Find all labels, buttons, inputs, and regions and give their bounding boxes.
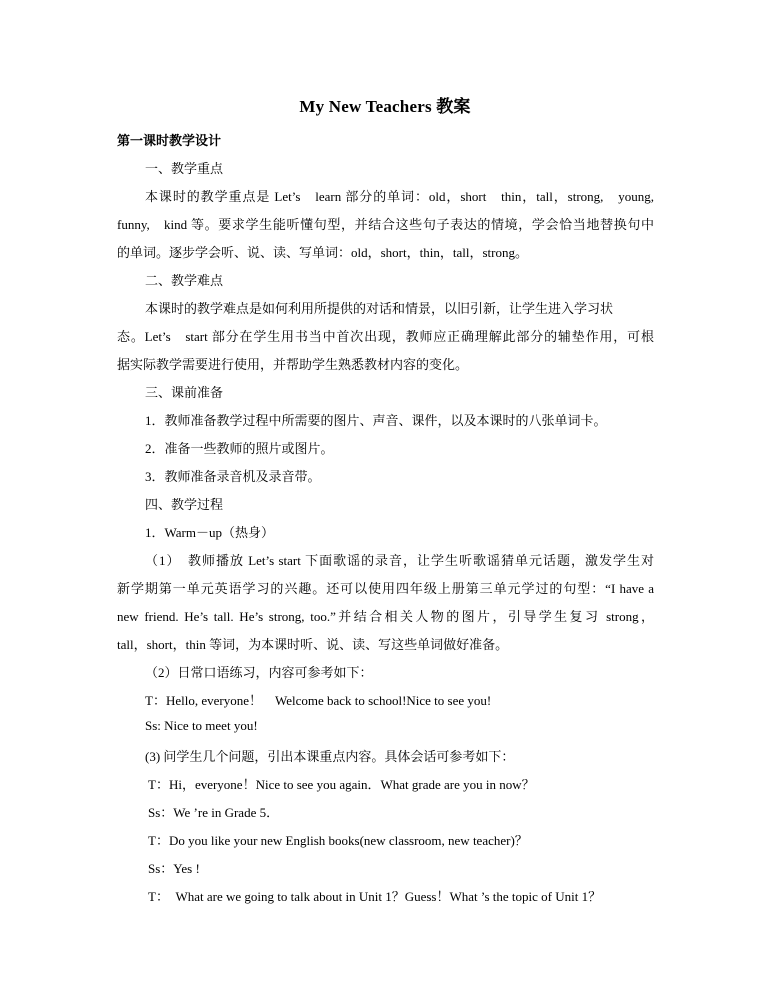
dialog-line: T：Do you like your new English books(new classroom, new teacher)？ bbox=[148, 833, 528, 848]
part4-heading: 四、教学过程 bbox=[145, 497, 224, 512]
part3-item: 3．教师准备录音机及录音带。 bbox=[145, 469, 321, 484]
para1-line: （1） 教师播放 Let’s start 下面歌谣的录音，让学生听歌谣猜单元话题，激发学生对 bbox=[145, 553, 654, 568]
dialog-line: Ss：We ’re in Grade 5． bbox=[148, 805, 280, 820]
document-title: My New Teachers 教案 bbox=[299, 97, 471, 116]
part3-heading: 三、课前准备 bbox=[145, 385, 224, 400]
dialog-line: Ss: Nice to meet you! bbox=[145, 718, 258, 733]
part3-item: 1．教师准备教学过程中所需要的图片、声音、课件，以及本课时的八张单词卡。 bbox=[145, 413, 607, 428]
para2: （2）日常口语练习，内容可参考如下： bbox=[145, 665, 373, 680]
para1-line: tall，short，thin 等词，为本课时听、说、读、写这些单词做好准备。 bbox=[117, 637, 509, 652]
dialog-line: Ss：Yes ! bbox=[148, 861, 200, 876]
para1-line: new friend. He’s tall. He’s strong, too.”并结合相关人物的图片，引导学生复习 strong， bbox=[117, 609, 654, 624]
dialog-line: T：Hello, everyone！ Welcome back to school!Nice to see you! bbox=[145, 693, 492, 708]
part2-line: 态。Let’s start 部分在学生用书当中首次出现，教师应正确理解此部分的辅垫作用，可根 bbox=[117, 329, 654, 344]
part3-item: 2．准备一些教师的照片或图片。 bbox=[145, 441, 334, 456]
step1-heading: 1．Warm－up（热身） bbox=[145, 525, 274, 540]
part2-heading: 二、教学难点 bbox=[145, 273, 224, 288]
part2-line: 本课时的教学难点是如何利用所提供的对话和情景，以旧引新，让学生进入学习状 bbox=[145, 301, 614, 316]
section-heading: 第一课时教学设计 bbox=[117, 133, 222, 148]
para1-line: 新学期第一单元英语学习的兴趣。还可以使用四年级上册第三单元学过的句型：“I have a bbox=[117, 581, 654, 596]
part2-line: 据实际教学需要进行使用，并帮助学生熟悉教材内容的变化。 bbox=[117, 357, 469, 372]
dialog-line: T：Hi，everyone！Nice to see you again．What grade are you in now？ bbox=[148, 777, 535, 792]
para3: (3) 问学生几个问题，引出本课重点内容。具体会话可参考如下： bbox=[145, 749, 515, 764]
part1-line: 的单词。逐步学会听、说、读、写单词：old，short，thin，tall，strong。 bbox=[117, 245, 528, 260]
part1-line: 本课时的教学重点是 Let’s learn 部分的单词：old，short thin，tall，strong, young, bbox=[145, 189, 654, 204]
part1-line: funny, kind 等。要求学生能听懂句型，并结合这些句子表达的情境，学会恰当地替换句中 bbox=[117, 217, 654, 232]
part1-heading: 一、教学重点 bbox=[145, 161, 224, 176]
dialog-line: T： What are we going to talk about in Unit 1？Guess！What ’s the topic of Unit 1？ bbox=[148, 889, 602, 904]
